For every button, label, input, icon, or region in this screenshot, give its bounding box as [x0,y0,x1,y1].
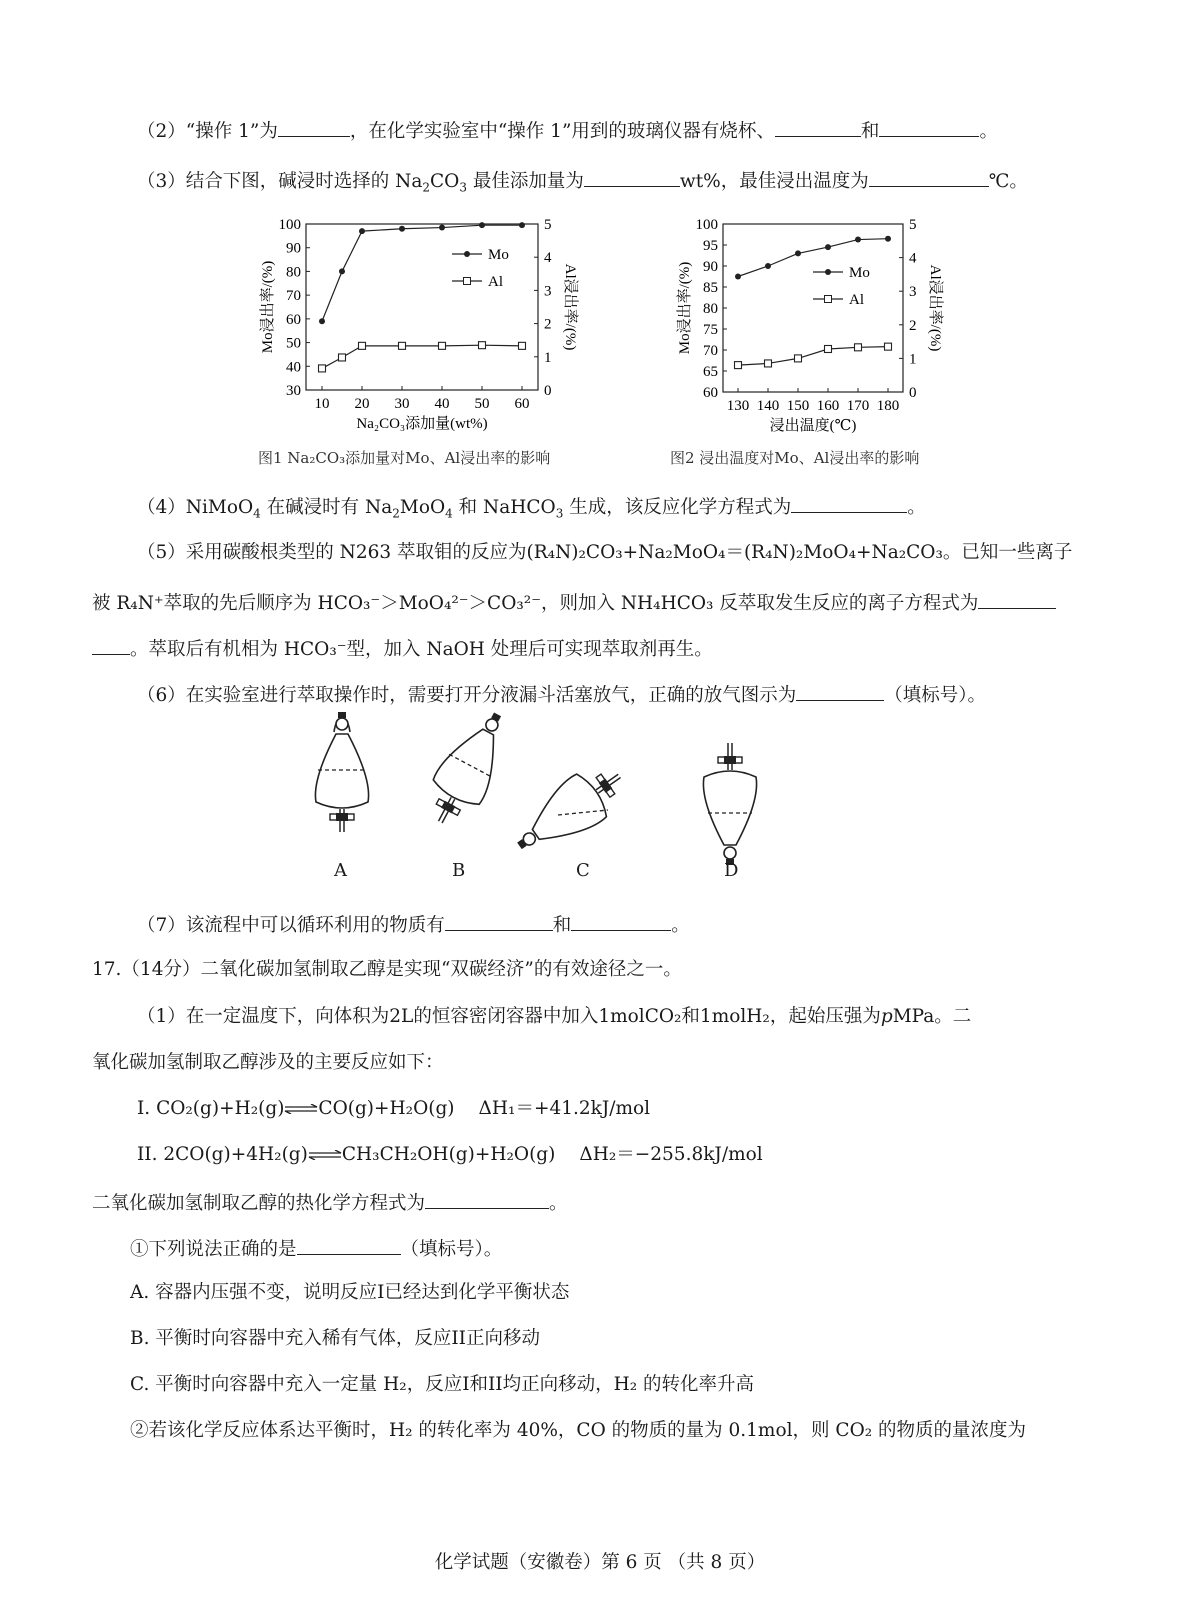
answer-blank[interactable] [92,634,130,655]
data-point-al [735,362,742,369]
series-line-al [322,345,522,368]
x-tick-label: 30 [394,396,410,412]
q17-option-b: B. 平衡时向容器中充入稀有气体，反应II正向移动 [130,1328,540,1349]
data-point-mo [885,236,891,242]
q16-part5-line1: （5）采用碳酸根类型的 N263 萃取钼的反应为(R₄N)₂CO₃+Na₂MoO₄＝(R₄N)₂MoO₄+Na₂CO₃。已知一些离子 [137,542,1073,563]
y2-tick-label: 4 [909,250,917,267]
funnel-d-icon [703,743,756,865]
legend-marker [825,296,832,303]
legend-marker [464,251,470,257]
option-d-label: D [724,860,739,881]
data-point-al [439,342,446,349]
y-tick-label: 70 [703,343,718,359]
option-c-label: C [576,860,590,881]
data-point-mo [439,225,445,231]
x-tick-label: 10 [314,396,330,412]
legend-label: Al [849,292,864,308]
data-point-mo [825,244,831,250]
data-point-al [319,365,326,372]
y-tick-label: 65 [703,364,718,380]
q16-part6: （6）在实验室进行萃取操作时，需要打开分液漏斗活塞放气，正确的放气图示为 （填标号）。 [137,680,986,709]
answer-blank[interactable] [297,1234,401,1255]
answer-blank[interactable] [978,588,1056,609]
y2-axis-label: Al浸出率/(%) [562,263,578,351]
reaction-1: I. CO₂(g)+H₂(g) CO(g)+H₂O(g) ΔH₁＝+41.2kJ/mol [137,1098,651,1119]
funnel-a-icon [315,712,368,832]
data-point-mo [855,237,861,243]
y-tick-label: 60 [286,311,301,328]
q17-option-c: C. 平衡时向容器中充入一定量 H₂，反应I和II均正向移动，H₂ 的转化率升高 [130,1374,755,1395]
data-point-mo [359,228,365,234]
y2-tick-label: 0 [544,383,552,399]
y2-tick-label: 3 [544,283,552,300]
data-point-al [765,360,772,367]
y-axis-label: Mo浸出率/(%) [677,261,693,355]
y-tick-label: 30 [286,383,301,399]
answer-blank[interactable] [278,116,350,137]
x-tick-label: 50 [474,396,490,412]
q17-part1-line1: （1）在一定温度下，向体积为2L的恒容密闭容器中加入1molCO₂和1molH₂，起始压强为pMPa。二 [137,1006,972,1027]
x-tick-label: 170 [846,398,870,414]
answer-blank[interactable] [584,166,680,187]
q17-subq2: ②若该化学反应体系达平衡时，H₂ 的转化率为 40%，CO 的物质的量为 0.1mol，则 CO₂ 的物质的量浓度为 [130,1420,1027,1441]
q17-thermo-equation: 二氧化碳加氢制取乙醇的热化学方程式为 。 [92,1188,568,1217]
chart-na2co3-effect [240,212,600,447]
q16-part3: （3）结合下图，碱浸时选择的 $Na_2CO_3$ 最佳添加量为 wt%，最佳浸出温度为 ℃。 [137,166,1028,195]
data-point-mo [765,263,771,269]
legend-marker [825,269,831,275]
q16-part5-line2: 被 R₄N⁺萃取的先后顺序为 HCO₃⁻＞MoO₄²⁻＞CO₃²⁻，则加入 NH₄HCO₃ 反萃取发生反应的离子方程式为 [92,588,1056,617]
q16-part2: （2）“操作 1”为 ，在化学实验室中“操作 1”用到的玻璃仪器有烧杯、 和 。 [137,116,998,145]
plot-frame [723,224,903,392]
y2-tick-label: 1 [909,351,917,368]
y-tick-label: 95 [703,238,718,254]
y-tick-label: 80 [703,301,718,317]
y2-tick-label: 0 [909,385,917,401]
data-point-al [339,354,346,361]
data-point-mo [399,226,405,232]
y2-tick-label: 3 [909,284,917,301]
x-tick-label: 130 [726,398,750,414]
x-tick-label: 150 [786,398,810,414]
data-point-al [855,344,862,351]
page-footer: 化学试题（安徽卷）第 6 页 （共 8 页） [434,1552,766,1573]
data-point-mo [519,222,525,228]
data-point-al [399,342,406,349]
y-tick-label: 80 [286,264,301,281]
answer-blank[interactable] [879,116,979,137]
data-point-mo [479,222,485,228]
data-point-al [795,355,802,362]
y-tick-label: 60 [703,385,718,401]
y-tick-label: 75 [703,322,718,338]
funnel-b-icon [417,710,521,835]
series-line-al [738,347,888,365]
chart1-caption: 图1 Na₂CO₃添加量对Mo、Al浸出率的影响 [258,449,551,467]
x-axis-label: Na₂CO₃添加量(wt%) [356,416,488,432]
x-tick-label: 60 [514,396,530,412]
equilibrium-arrow-icon [308,1150,342,1160]
option-a-label: A [334,860,347,881]
answer-blank[interactable] [791,492,907,513]
option-b-label: B [452,860,466,881]
answer-blank[interactable] [571,910,671,931]
legend-label: Al [488,274,503,290]
data-point-mo [319,318,325,324]
data-point-al [885,343,892,350]
y2-tick-label: 2 [544,316,552,333]
y-tick-label: 90 [703,259,718,275]
data-point-al [359,342,366,349]
data-point-mo [795,250,801,256]
chart-temperature-effect [655,212,985,447]
q17-heading: 17.（14分）二氧化碳加氢制取乙醇是实现“双碳经济”的有效途径之一。 [92,959,682,980]
answer-blank[interactable] [445,910,553,931]
legend-marker [464,278,471,285]
answer-blank[interactable] [775,116,861,137]
y-tick-label: 50 [286,335,301,352]
y2-tick-label: 5 [544,217,552,233]
answer-blank[interactable] [425,1188,549,1209]
data-point-mo [339,268,345,274]
q17-option-a: A. 容器内压强不变，说明反应I已经达到化学平衡状态 [130,1282,570,1303]
reaction-2: II. 2CO(g)+4H₂(g) CH₃CH₂OH(g)+H₂O(g) ΔH₂＝−255.8kJ/mol [137,1144,763,1165]
x-tick-label: 20 [354,396,370,412]
y-tick-label: 100 [278,217,301,233]
legend-label: Mo [488,247,509,263]
y-tick-label: 100 [695,217,718,233]
y-tick-label: 90 [286,240,301,257]
y-axis-label: Mo浸出率/(%) [260,260,276,354]
q16-part5-line3: 。萃取后有机相为 HCO₃⁻型，加入 NaOH 处理后可实现萃取剂再生。 [92,634,713,663]
q16-part4: （4）NiMoO$_4$ 在碱浸时有 $Na_2MoO_4$ 和 NaHCO$_3$ 生成，该反应化学方程式为 。 [137,492,926,521]
q17-subq1: ①下列说法正确的是 （填标号）。 [130,1234,502,1263]
y2-tick-label: 4 [544,250,552,267]
y-tick-label: 40 [286,359,301,376]
y2-axis-label: Al浸出率/(%) [927,264,943,352]
equilibrium-arrow-icon [284,1104,318,1114]
chart2-caption: 图2 浸出温度对Mo、Al浸出率的影响 [670,449,920,467]
data-point-al [479,342,486,349]
x-tick-label: 140 [756,398,780,414]
x-tick-label: 180 [876,398,900,414]
answer-blank[interactable] [796,680,884,701]
y2-tick-label: 1 [544,349,552,366]
data-point-al [519,342,526,349]
data-point-al [825,345,832,352]
y-tick-label: 70 [286,288,301,305]
data-point-mo [735,274,741,280]
legend-label: Mo [849,265,870,281]
answer-blank[interactable] [869,166,989,187]
q17-part1-line2: 氧化碳加氢制取乙醇涉及的主要反应如下： [92,1052,444,1073]
y-tick-label: 85 [703,280,718,296]
x-tick-label: 160 [816,398,840,414]
x-tick-label: 40 [434,396,450,412]
y2-tick-label: 2 [909,317,917,334]
q16-part7: （7）该流程中可以循环利用的物质有 和 。 [137,910,690,939]
y2-tick-label: 5 [909,217,917,233]
x-axis-label: 浸出温度(℃) [769,418,857,434]
separatory-funnel-figures [290,710,770,890]
funnel-c-icon [504,754,634,868]
